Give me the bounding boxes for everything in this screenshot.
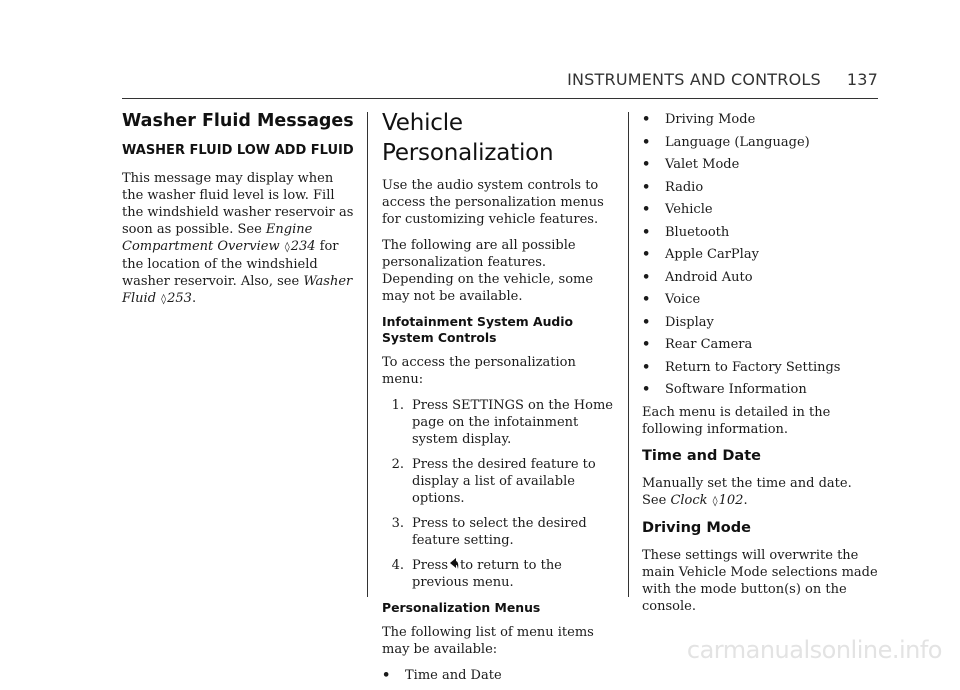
header-rule — [122, 98, 878, 99]
menu-list-start — [382, 667, 614, 684]
list-item: • Radio — [642, 179, 704, 195]
step-item: 1. Press SETTINGS on the Home page on the infotainment system display. — [391, 398, 613, 447]
ref-clock[interactable]: Clock — [670, 492, 708, 508]
column-1 — [122, 110, 354, 317]
column-divider-1 — [367, 112, 368, 597]
list-item: • Bluetooth — [642, 224, 730, 240]
list-item: • Apple CarPlay — [642, 247, 759, 262]
list-item: • Rear Camera — [642, 337, 753, 352]
list-item: • Valet Mode — [642, 157, 740, 172]
ref-page-253[interactable]: 253 — [167, 291, 192, 306]
page-number: 137 — [846, 70, 878, 89]
features-paragraph: The following are all possible personalization features. Depending on the vehicle, some may not be available. — [382, 238, 594, 304]
ref-engine-compartment[interactable]: Engine Compartment Overview — [122, 222, 313, 254]
list-item: • Return to Factory Settings — [642, 359, 841, 375]
watermark: carmanualsonline.info — [686, 636, 942, 664]
time-and-date-paragraph: Manually set the time and date. See Clock ◊102. — [642, 475, 852, 508]
list-item: • Android Auto — [642, 269, 753, 285]
section-title: INSTRUMENTS AND CONTROLS — [567, 70, 821, 89]
ref-washer-fluid[interactable]: Washer Fluid — [122, 274, 353, 306]
list-item: • Vehicle — [642, 202, 713, 217]
page-header — [565, 70, 878, 89]
list-item: • Language (Language) — [642, 134, 810, 150]
washer-fluid-heading: Washer Fluid Messages — [122, 111, 354, 131]
column-2 — [382, 108, 614, 690]
washer-fluid-paragraph: This message may display when the washer fluid level is low. Fill the windshield washer reservoir as soon as possible. See Engine Compartment Overview ◊234 for the location of the windshield washer reservoir. Also, see Washer Fluid ◊253. — [122, 171, 354, 306]
list-item: • Driving Mode — [642, 112, 756, 127]
detail-paragraph: Each menu is detailed in the following information. — [642, 404, 831, 437]
step-item: 3. Press to select the desired feature setting. — [391, 516, 587, 548]
driving-mode-heading: Driving Mode — [642, 519, 751, 536]
ref-page-234[interactable]: 234 — [290, 239, 316, 254]
column-divider-2 — [628, 112, 629, 597]
vehicle-personalization-heading: Vehicle Personalization — [382, 110, 554, 166]
personalization-menus-heading: Personalization Menus — [382, 600, 541, 615]
list-item: • Voice — [642, 292, 701, 307]
intro-paragraph: Use the audio system controls to access the personalization menus for customizing vehicle features. — [382, 178, 604, 227]
audio-controls-heading: Infotainment System Audio System Controls — [382, 314, 574, 345]
time-and-date-heading: Time and Date — [642, 447, 761, 464]
column-3 — [642, 111, 878, 624]
list-item: • Display — [642, 314, 714, 330]
driving-mode-paragraph: These settings will overwrite the main Vehicle Mode selections made with the mode button(s) on the console. — [642, 547, 878, 614]
step-item: 4. Press to return to the previous menu. — [391, 558, 562, 590]
ref-page-102[interactable]: 102 — [718, 492, 744, 508]
list-item: • Time and Date — [382, 668, 502, 683]
washer-fluid-low-subheading: WASHER FLUID LOW ADD FLUID — [122, 143, 354, 158]
list-item: • Software Information — [642, 382, 807, 397]
menu-list-continued — [642, 111, 878, 398]
steps-list — [382, 397, 614, 591]
menu-items-paragraph: The following list of menu items may be available: — [382, 625, 594, 657]
back-arrow-icon — [449, 558, 459, 570]
step-item: 2. Press the desired feature to display a list of available options. — [391, 457, 596, 506]
ref-arrow-icon: ◊ — [161, 294, 167, 305]
ref-arrow-icon: ◊ — [712, 495, 718, 507]
ref-arrow-icon: ◊ — [284, 242, 290, 253]
access-menu-paragraph: To access the personalization menu: — [382, 355, 576, 387]
